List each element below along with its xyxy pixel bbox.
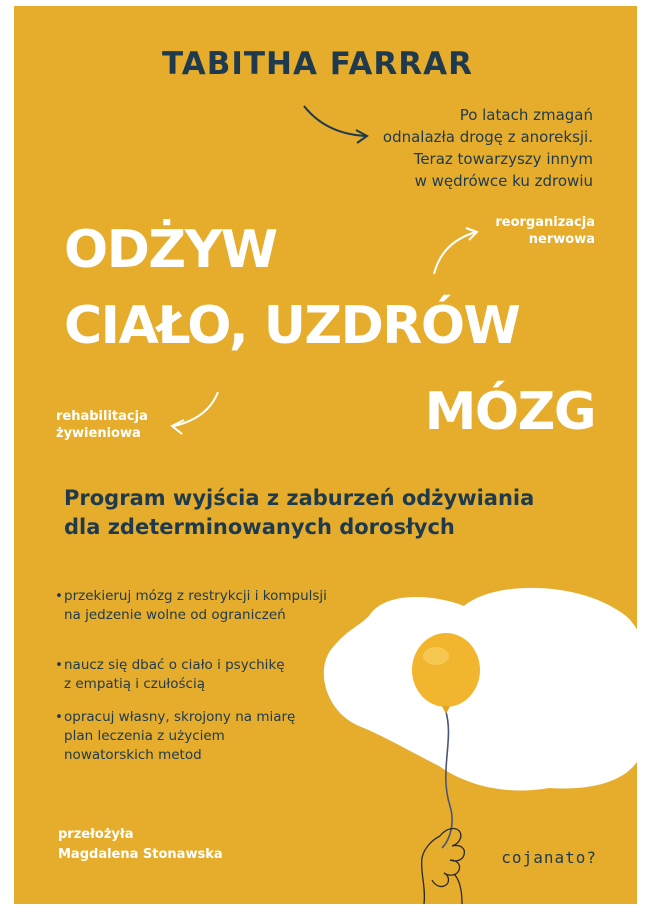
bullet-dot-icon: •	[55, 588, 63, 604]
bullet-item	[55, 587, 327, 625]
publisher-logo: cojanato?	[501, 848, 597, 867]
bullet-line: plan leczenia z użyciem	[64, 728, 225, 744]
tagline-line: odnalazła drogę z anoreksji.	[382, 128, 593, 146]
egg-white-illustration	[324, 588, 637, 791]
note-nerve-reorganization	[495, 214, 595, 248]
title-line-2: CIAŁO, UZDRÓW	[64, 296, 520, 356]
author-name: TABITHA FARRAR	[162, 46, 473, 82]
note-nutrition-rehab	[56, 408, 148, 442]
title-line-1: ODŻYW	[64, 220, 277, 280]
tagline-line: Po latach zmagań	[459, 106, 593, 124]
note-line: żywieniowa	[56, 426, 141, 441]
bullet-line: nowatorskich metod	[64, 747, 202, 763]
bullet-line: z empatią i czułością	[64, 676, 205, 692]
note-line: reorganizacja	[495, 215, 595, 230]
bullet-item	[55, 708, 296, 765]
title-line-3: MÓZG	[424, 382, 595, 442]
bullet-line: naucz się dbać o ciało i psychikę	[64, 657, 285, 673]
tagline-line: w wędrówce ku zdrowiu	[414, 172, 593, 190]
bullet-line: przekieruj mózg z restrykcji i kompulsji	[64, 588, 327, 604]
book-cover	[14, 6, 637, 904]
note-line: rehabilitacja	[56, 409, 148, 424]
bullet-line: opracuj własny, skrojony na miarę	[64, 709, 296, 725]
book-subtitle	[64, 484, 534, 542]
yolk-balloon	[412, 633, 480, 707]
subtitle-line: Program wyjścia z zaburzeń odżywiania	[64, 486, 535, 510]
translator-credit	[58, 825, 223, 865]
author-tagline	[383, 104, 593, 192]
bullet-dot-icon: •	[55, 657, 63, 673]
bullet-item	[55, 656, 285, 694]
subtitle-line: dla zdeterminowanych dorosłych	[64, 515, 455, 539]
translator-label: przełożyła	[58, 827, 134, 842]
hand-drawing	[422, 829, 465, 904]
bullet-line: na jedzenie wolne od ograniczeń	[64, 607, 286, 623]
bullet-dot-icon: •	[55, 709, 63, 725]
translator-name: Magdalena Stonawska	[58, 847, 223, 862]
note-line: nerwowa	[528, 232, 595, 247]
tagline-line: Teraz towarzyszy innym	[413, 150, 593, 168]
